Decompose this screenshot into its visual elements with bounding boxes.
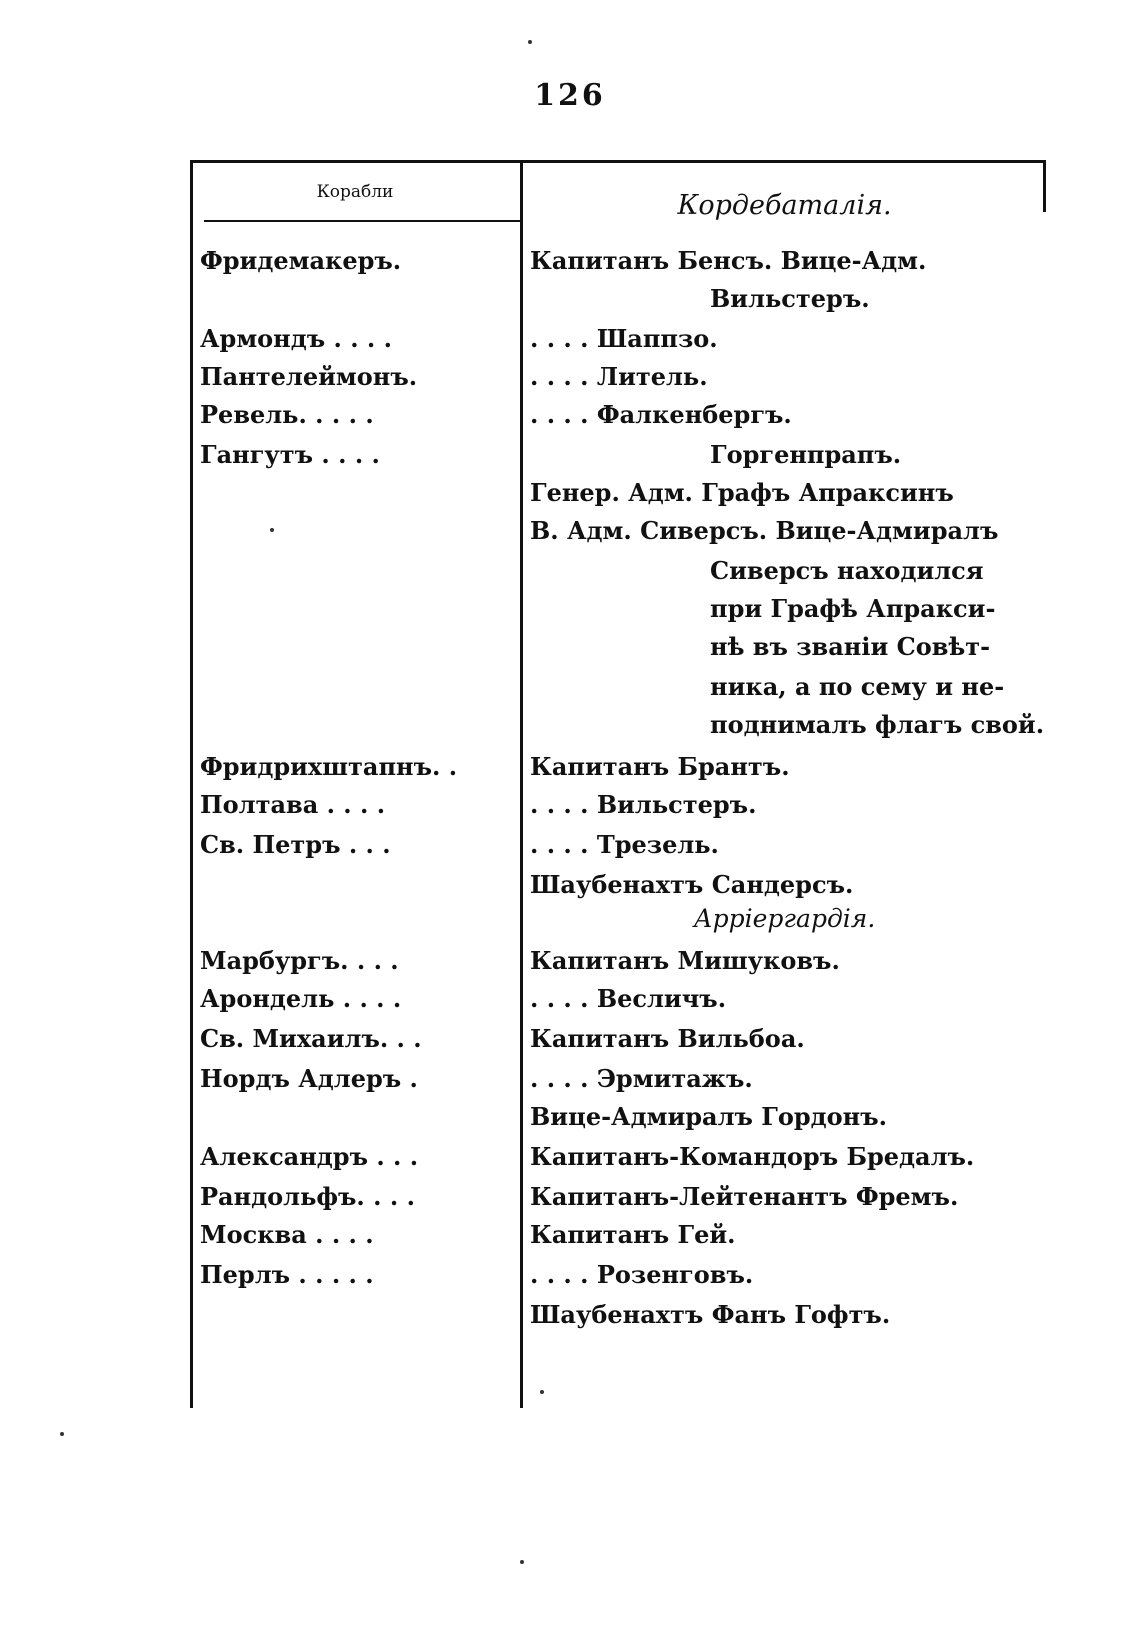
table-row (190, 1024, 1046, 1064)
officer-name: Шаубенахтъ Фанъ Гофтъ. (530, 1300, 891, 1329)
officer-name: . . . . Весличъ. (530, 984, 727, 1013)
table-row (190, 672, 1046, 712)
table-row (190, 710, 1046, 750)
ship-name: Перлъ . . . . . (200, 1260, 374, 1289)
table-row (190, 1102, 1046, 1142)
ink-speck (270, 528, 274, 532)
table-row (190, 246, 1046, 286)
officer-name: В. Адм. Сиверсъ. Вице-Адмиралъ (530, 516, 999, 545)
ship-name: Марбургъ. . . . (200, 946, 399, 975)
officer-name: ника, а по сему и не- (710, 672, 1005, 701)
ship-name: Армондъ . . . . (200, 324, 392, 353)
officer-name: Капитанъ Мишуковъ. (530, 946, 840, 975)
ink-speck (520, 1560, 524, 1564)
officer-name: . . . . Фалкенбергъ. (530, 400, 792, 429)
ship-name: Пантелеймонъ. (200, 362, 418, 391)
table-row (190, 984, 1046, 1024)
fleet-table (190, 160, 1046, 1408)
header-underline (204, 220, 520, 222)
table-row (190, 516, 1046, 556)
table-row (190, 946, 1046, 986)
officer-name: Капитанъ-Лейтенантъ Фремъ. (530, 1182, 959, 1211)
ship-name: Рандольфъ. . . . (200, 1182, 415, 1211)
officer-name: Капитанъ Вильбоа. (530, 1024, 805, 1053)
ship-name: Фридрихштапнъ. . (200, 752, 458, 781)
table-row (190, 1220, 1046, 1260)
ship-name: Ревель. . . . . (200, 400, 374, 429)
ship-name: Полтава . . . . (200, 790, 386, 819)
ink-speck (60, 1432, 64, 1436)
ink-speck (540, 1390, 544, 1394)
officer-name: Шаубенахтъ Сандерсъ. (530, 870, 854, 899)
officer-name: Вильстеръ. (710, 284, 870, 313)
table-row (190, 478, 1046, 518)
officer-name: . . . . Шаппзо. (530, 324, 718, 353)
table-row (190, 752, 1046, 792)
officer-name: Капитанъ Брантъ. (530, 752, 790, 781)
officer-name: Горгенпрапъ. (710, 440, 902, 469)
officer-name: . . . . Розенговъ. (530, 1260, 754, 1289)
page-number: 126 (534, 78, 606, 113)
table-row (190, 1182, 1046, 1222)
ink-speck (528, 40, 532, 44)
table-row (190, 1064, 1046, 1104)
ship-name: Гангутъ . . . . (200, 440, 380, 469)
ship-name: Нордъ Адлеръ . (200, 1064, 418, 1093)
officer-name: Капитанъ-Командоръ Бредалъ. (530, 1142, 975, 1171)
table-row (190, 556, 1046, 596)
table-row (190, 1142, 1046, 1182)
ship-name: Св. Петръ . . . (200, 830, 391, 859)
table-row (190, 324, 1046, 364)
officer-name: нѣ въ званіи Совѣт- (710, 632, 991, 661)
table-row (190, 440, 1046, 480)
officer-name: . . . . Трезель. (530, 830, 719, 859)
table-row (190, 1260, 1046, 1300)
table-row (190, 1300, 1046, 1340)
officer-name: Капитанъ Гей. (530, 1220, 736, 1249)
table-top-rule (190, 160, 1046, 163)
officer-name: Генер. Адм. Графъ Апраксинъ (530, 478, 954, 507)
officer-name: поднималъ флагъ свой. (710, 710, 1045, 739)
officer-name: Вице-Адмиралъ Гордонъ. (530, 1102, 887, 1131)
officer-name: . . . . Эрмитажъ. (530, 1064, 753, 1093)
ship-name: Александръ . . . (200, 1142, 419, 1171)
officer-name: . . . . Литель. (530, 362, 708, 391)
section-title-rearguard: Арріергардія. (693, 904, 876, 933)
table-row (190, 400, 1046, 440)
ships-column-header: Корабли (316, 182, 394, 202)
table-row (190, 284, 1046, 324)
ship-name: Св. Михаилъ. . . (200, 1024, 422, 1053)
table-row (190, 632, 1046, 672)
table-row (190, 790, 1046, 830)
ship-name: Москва . . . . (200, 1220, 374, 1249)
section-title-cordebatalia: Кордебаталія. (677, 190, 892, 221)
table-row (190, 594, 1046, 634)
officer-name: при Графѣ Апракси- (710, 594, 996, 623)
officer-name: . . . . Вильстеръ. (530, 790, 757, 819)
officer-name: Сиверсъ находился (710, 556, 984, 585)
ship-name: Арондель . . . . (200, 984, 402, 1013)
table-row (190, 362, 1046, 402)
ship-name: Фридемакеръ. (200, 246, 402, 275)
table-row (190, 830, 1046, 870)
officer-name: Капитанъ Бенсъ. Вице-Адм. (530, 246, 927, 275)
